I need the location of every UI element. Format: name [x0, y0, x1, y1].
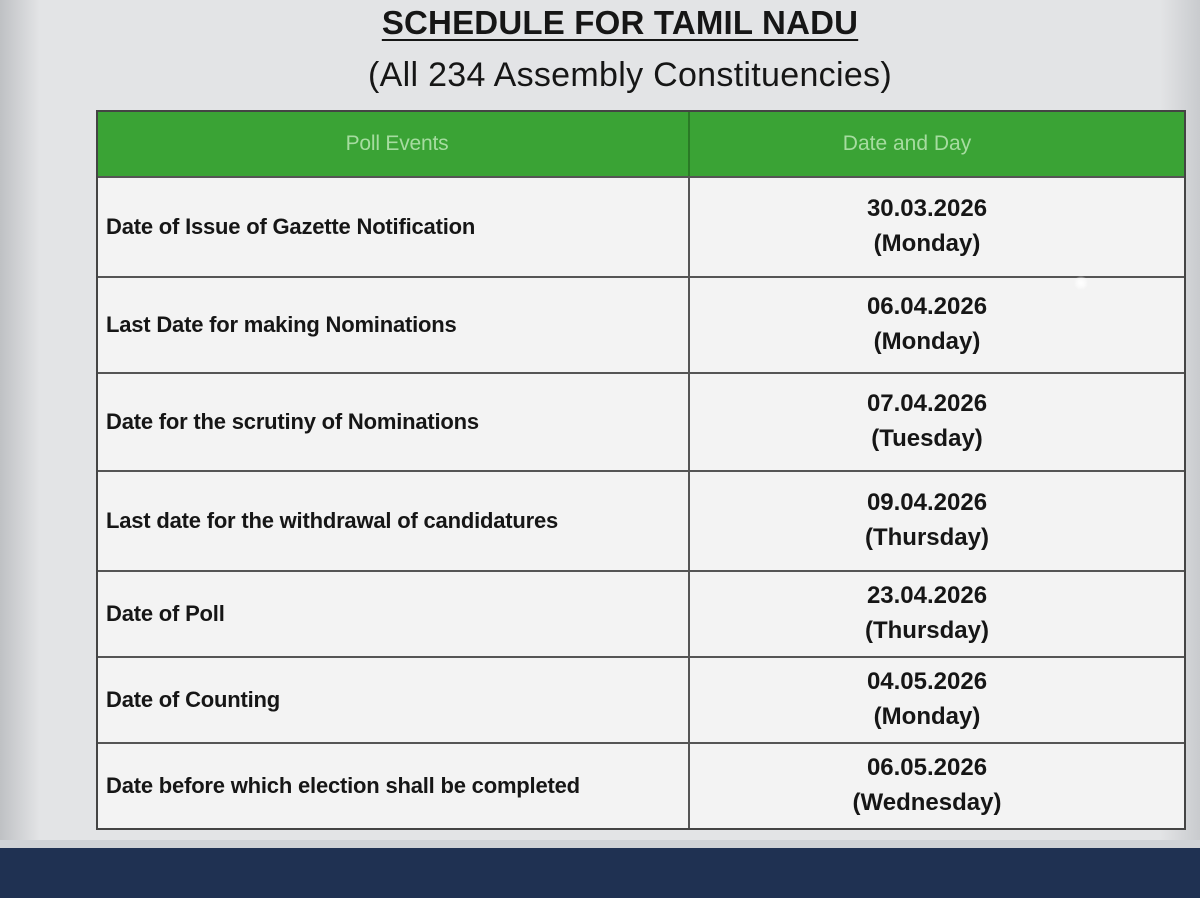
page-title: SCHEDULE FOR TAMIL NADU [381, 4, 859, 41]
table-row [98, 374, 1184, 472]
day-value: (Thursday) [864, 617, 989, 644]
date-value: 06.05.2026 [866, 754, 988, 782]
date-value: 06.04.2026 [866, 293, 988, 321]
table-header-row [98, 112, 1184, 178]
table-row [98, 744, 1184, 828]
poll-event-cell: Date of Issue of Gazette Notification [98, 178, 690, 276]
date-day-cell [690, 278, 1184, 372]
header-date-and-day: Date and Day [842, 131, 972, 155]
date-value: 30.03.2026 [866, 195, 988, 223]
day-value: (Thursday) [864, 524, 989, 551]
poll-event-cell: Date of Counting [98, 658, 690, 742]
day-value: (Monday) [873, 230, 981, 257]
date-day-cell [690, 658, 1184, 742]
table-row [98, 472, 1184, 572]
date-value: 23.04.2026 [866, 582, 988, 610]
date-day-cell [690, 178, 1184, 276]
date-day-cell [690, 472, 1184, 570]
poll-event-cell: Date before which election shall be completed [98, 744, 690, 828]
date-day-cell [690, 374, 1184, 470]
poll-event-cell: Last date for the withdrawal of candidatures [98, 472, 690, 570]
schedule-table [96, 110, 1186, 830]
day-value: (Monday) [873, 703, 981, 730]
date-value: 09.04.2026 [866, 489, 988, 517]
header-poll-events: Poll Events [98, 112, 690, 176]
table-row [98, 278, 1184, 374]
day-value: (Monday) [873, 328, 981, 355]
date-day-cell [690, 572, 1184, 656]
screen-glare [1074, 276, 1088, 290]
date-value: 04.05.2026 [866, 668, 988, 696]
taskbar [0, 848, 1200, 898]
table-row [98, 658, 1184, 744]
table-row [98, 572, 1184, 658]
screen-bottom-strip [0, 840, 1200, 848]
poll-event-cell: Last Date for making Nominations [98, 278, 690, 372]
poll-event-cell: Date of Poll [98, 572, 690, 656]
screen-left-edge [0, 0, 40, 850]
day-value: (Tuesday) [871, 425, 983, 452]
date-day-cell [690, 744, 1184, 828]
date-value: 07.04.2026 [866, 390, 988, 418]
table-row [98, 178, 1184, 278]
day-value: (Wednesday) [852, 789, 1002, 816]
page-subtitle: (All 234 Assembly Constituencies) [368, 56, 892, 94]
poll-event-cell: Date for the scrutiny of Nominations [98, 374, 690, 470]
